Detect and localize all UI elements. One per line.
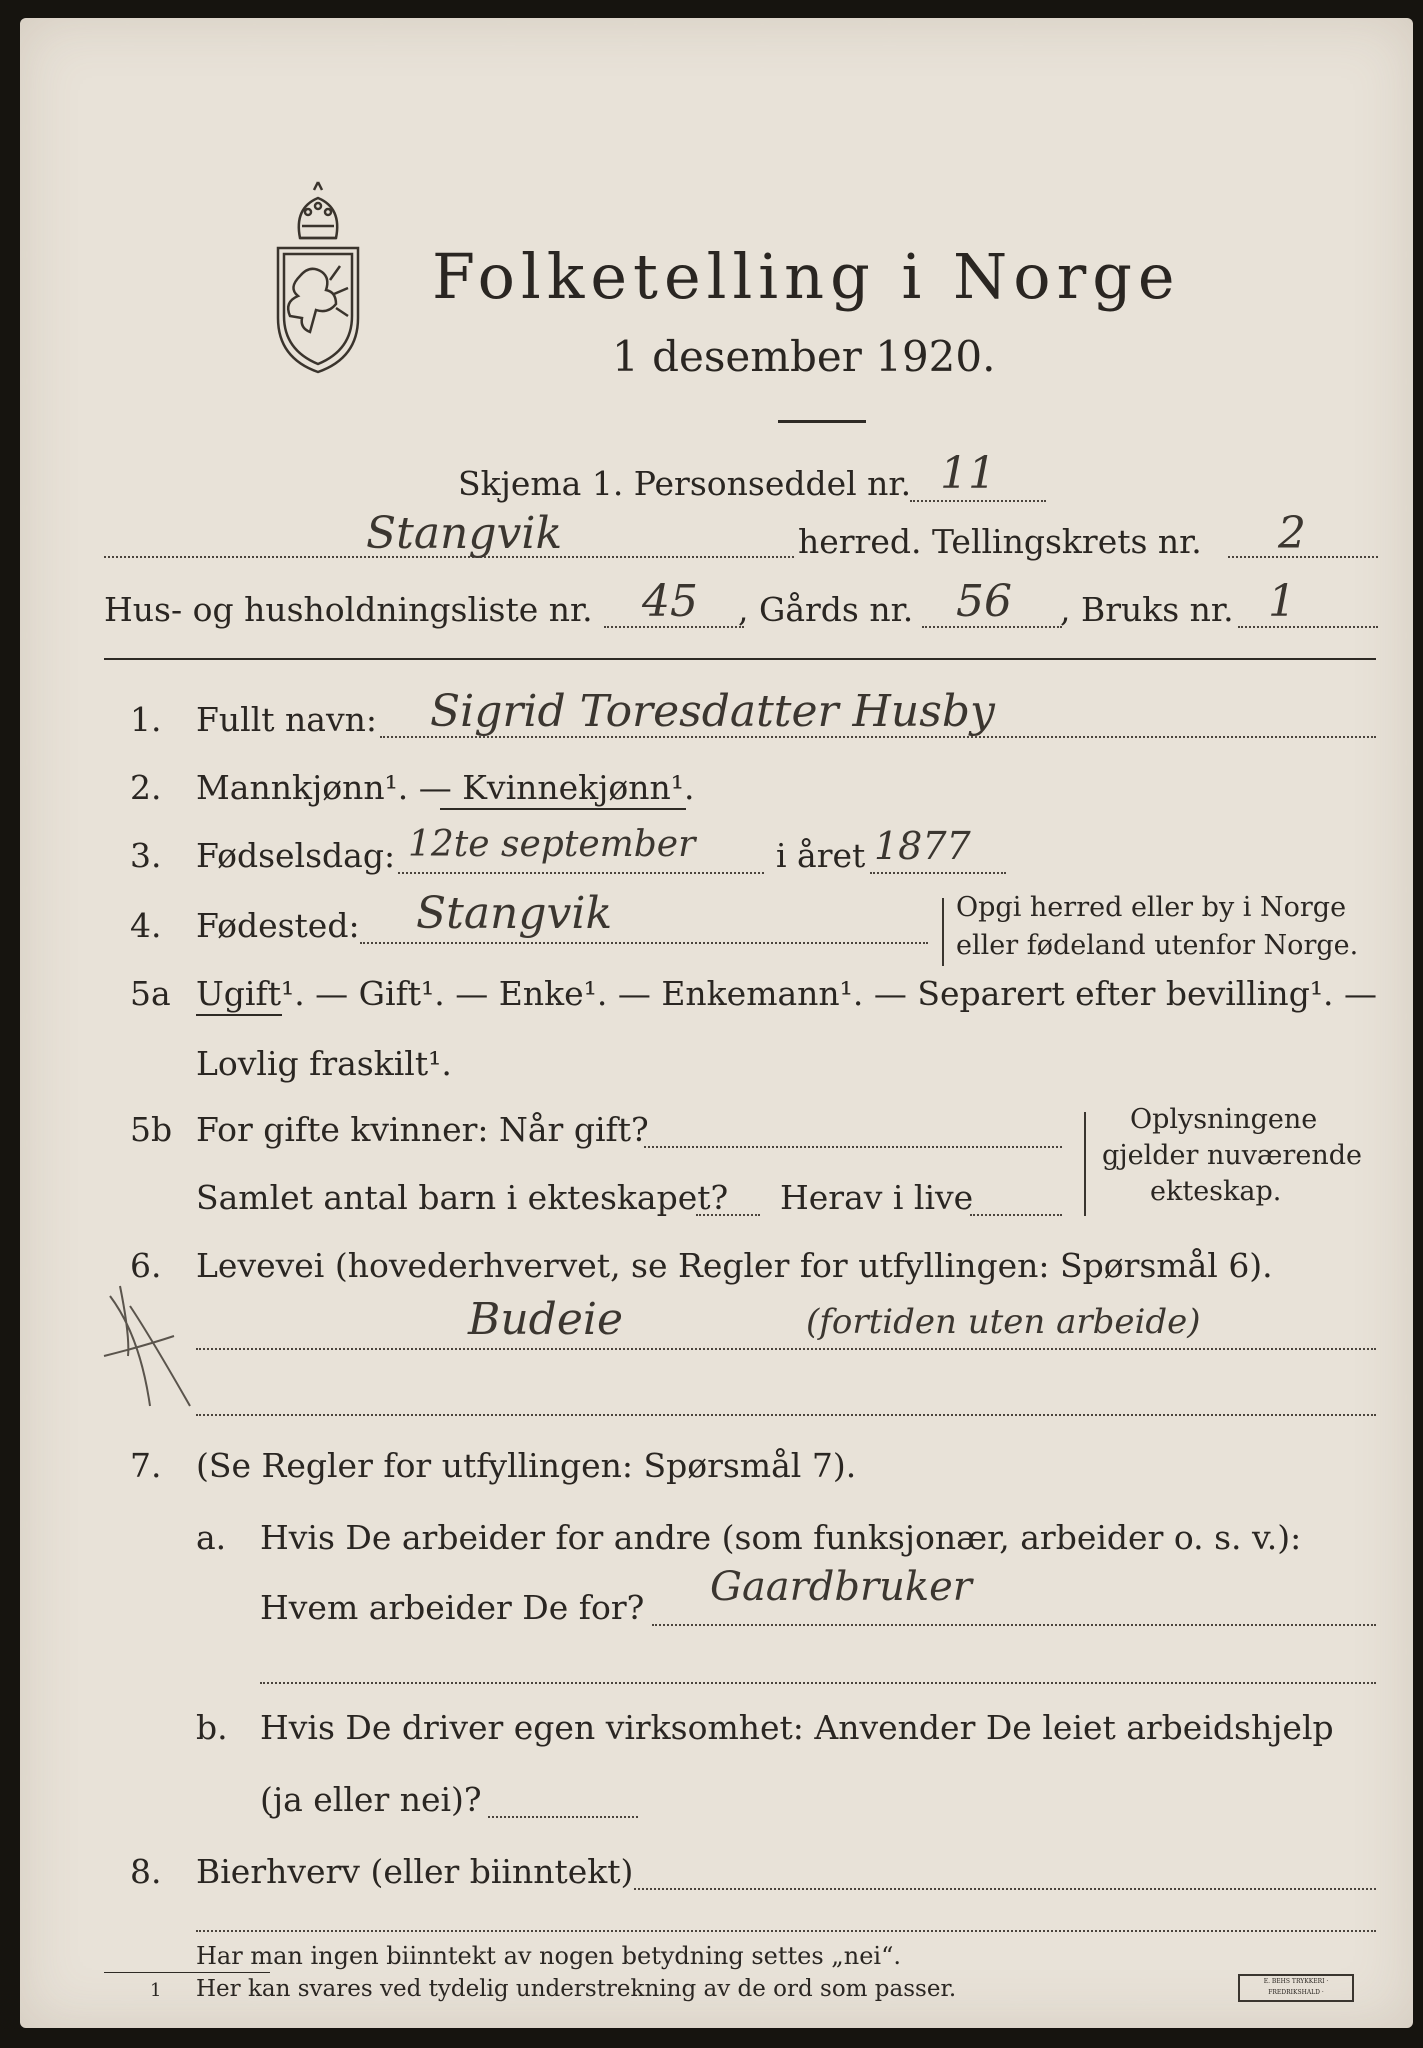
herred-value: Stangvik — [366, 508, 563, 559]
q7a-line1: Hvis De arbeider for andre (som funksjonær, arbeider o. s. v.): — [260, 1518, 1302, 1557]
q7b-line2: (ja eller nei)? — [260, 1780, 482, 1819]
q3-label: Fødselsdag: — [196, 836, 396, 875]
q5b-note1: Oplysningene — [1130, 1104, 1318, 1135]
occupation-field-line-2 — [196, 1414, 1376, 1416]
q5b-note3: ekteskap. — [1150, 1176, 1282, 1207]
q5b-line2a: Samlet antal barn i ekteskapet? — [196, 1178, 729, 1217]
bruks-value: 1 — [1268, 576, 1296, 627]
q5b-brace — [1084, 1112, 1086, 1216]
employer-field-line-2 — [260, 1682, 1376, 1684]
q5b-line1: For gifte kvinner: Når gift? — [196, 1110, 649, 1149]
q8-number: 8. — [130, 1852, 162, 1891]
occupation-note-value: (fortiden uten arbeide) — [806, 1302, 1201, 1342]
q3-number: 3. — [130, 836, 162, 875]
q5a-number: 5a — [130, 974, 171, 1013]
employer-value: Gaardbruker — [710, 1564, 972, 1610]
q5b-note2: gjelder nuværende — [1102, 1140, 1362, 1171]
husholdningsliste-label: Hus- og husholdningsliste nr. — [104, 590, 593, 629]
birthplace-field-line — [360, 942, 928, 944]
form-title: Folketelling i Norge — [432, 240, 1181, 313]
q4-label: Fødested: — [196, 906, 360, 945]
norwegian-coat-of-arms-icon — [270, 176, 366, 376]
q5a-line1: Ugift¹. — Gift¹. — Enke¹. — Enkemann¹. — Separert efter bevilling¹. — — [196, 974, 1378, 1013]
q2-label: Mannkjønn¹. — Kvinnekjønn¹. — [196, 768, 695, 807]
q2-number: 2. — [130, 768, 162, 807]
personseddel-value: 11 — [940, 448, 996, 499]
q3-year-label: i året — [776, 836, 866, 875]
skjema-label: Skjema 1. Personseddel nr. — [458, 464, 912, 503]
q6-number: 6. — [130, 1246, 162, 1285]
husholdningsliste-value: 45 — [642, 576, 698, 627]
q4-note-line1: Opgi herred eller by i Norge — [956, 892, 1347, 923]
gards-value: 56 — [956, 576, 1012, 627]
kvinnekjonn-underline — [440, 808, 686, 810]
children-alive-field-line — [970, 1214, 1062, 1216]
bruks-label: , Bruks nr. — [1060, 590, 1234, 629]
bruks-field-line — [1238, 626, 1378, 628]
printer-stamp: E. BEHS TRYKKERI · FREDRIKSHALD · — [1238, 1974, 1354, 2002]
q4-note-line2: eller fødeland utenfor Norge. — [956, 930, 1359, 961]
occupation-field-line — [196, 1348, 1376, 1350]
header-separator — [104, 658, 1376, 660]
q6-label: Levevei (hovederhvervet, se Regler for utfyllingen: Spørsmål 6). — [196, 1246, 1273, 1285]
birthday-value: 12te september — [408, 824, 696, 865]
personseddel-field-line — [910, 500, 1046, 502]
footer-note: Har man ingen biinntekt av nogen betydning settes „nei“. — [196, 1942, 901, 1970]
q7a-line2: Hvem arbeider De for? — [260, 1588, 645, 1627]
children-total-field-line — [696, 1214, 760, 1216]
q4-number: 4. — [130, 906, 162, 945]
q7a-letter: a. — [196, 1518, 227, 1557]
q4-brace — [942, 898, 944, 966]
q7b-line1: Hvis De driver egen virksomhet: Anvender De leiet arbeidshjelp — [260, 1708, 1334, 1747]
birthday-field-line — [398, 872, 764, 874]
census-date: 1 desember 1920. — [612, 332, 996, 381]
title-divider — [778, 420, 866, 423]
q1-number: 1. — [130, 700, 162, 739]
q5b-line2b: Herav i live — [780, 1178, 974, 1217]
birthplace-value: Stangvik — [416, 888, 613, 939]
marriage-date-field-line — [644, 1146, 1062, 1148]
q7-number: 7. — [130, 1446, 162, 1485]
occupation-value: Budeie — [468, 1294, 623, 1345]
side-income-field-line — [634, 1888, 1376, 1890]
birth-year-field-line — [870, 872, 1006, 874]
ugift-underline — [196, 1014, 282, 1016]
q1-label: Fullt navn: — [196, 700, 377, 739]
footnote-number: 1 — [150, 1980, 162, 2001]
q5b-number: 5b — [130, 1110, 173, 1149]
tellingskrets-value: 2 — [1278, 508, 1306, 559]
footnote-text: Her kan svares ved tydelig understrekning av de ord som passer. — [196, 1976, 957, 2002]
q8-label: Bierhverv (eller biinntekt) — [196, 1852, 634, 1891]
checkmark-scribble-icon — [90, 1266, 200, 1416]
gards-label: , Gårds nr. — [738, 590, 914, 629]
side-income-field-line-2 — [196, 1930, 1376, 1932]
birth-year-value: 1877 — [874, 824, 971, 868]
q7-label: (Se Regler for utfyllingen: Spørsmål 7). — [196, 1446, 857, 1485]
full-name-value: Sigrid Toresdatter Husby — [430, 686, 995, 737]
hired-help-field-line — [488, 1816, 638, 1818]
employer-field-line — [652, 1624, 1376, 1626]
q5a-line2: Lovlig fraskilt¹. — [196, 1044, 452, 1083]
q7b-letter: b. — [196, 1708, 228, 1747]
census-form-sheet — [20, 18, 1413, 2028]
footnote-divider — [104, 1972, 270, 1973]
herred-label: herred. Tellingskrets nr. — [798, 522, 1202, 561]
